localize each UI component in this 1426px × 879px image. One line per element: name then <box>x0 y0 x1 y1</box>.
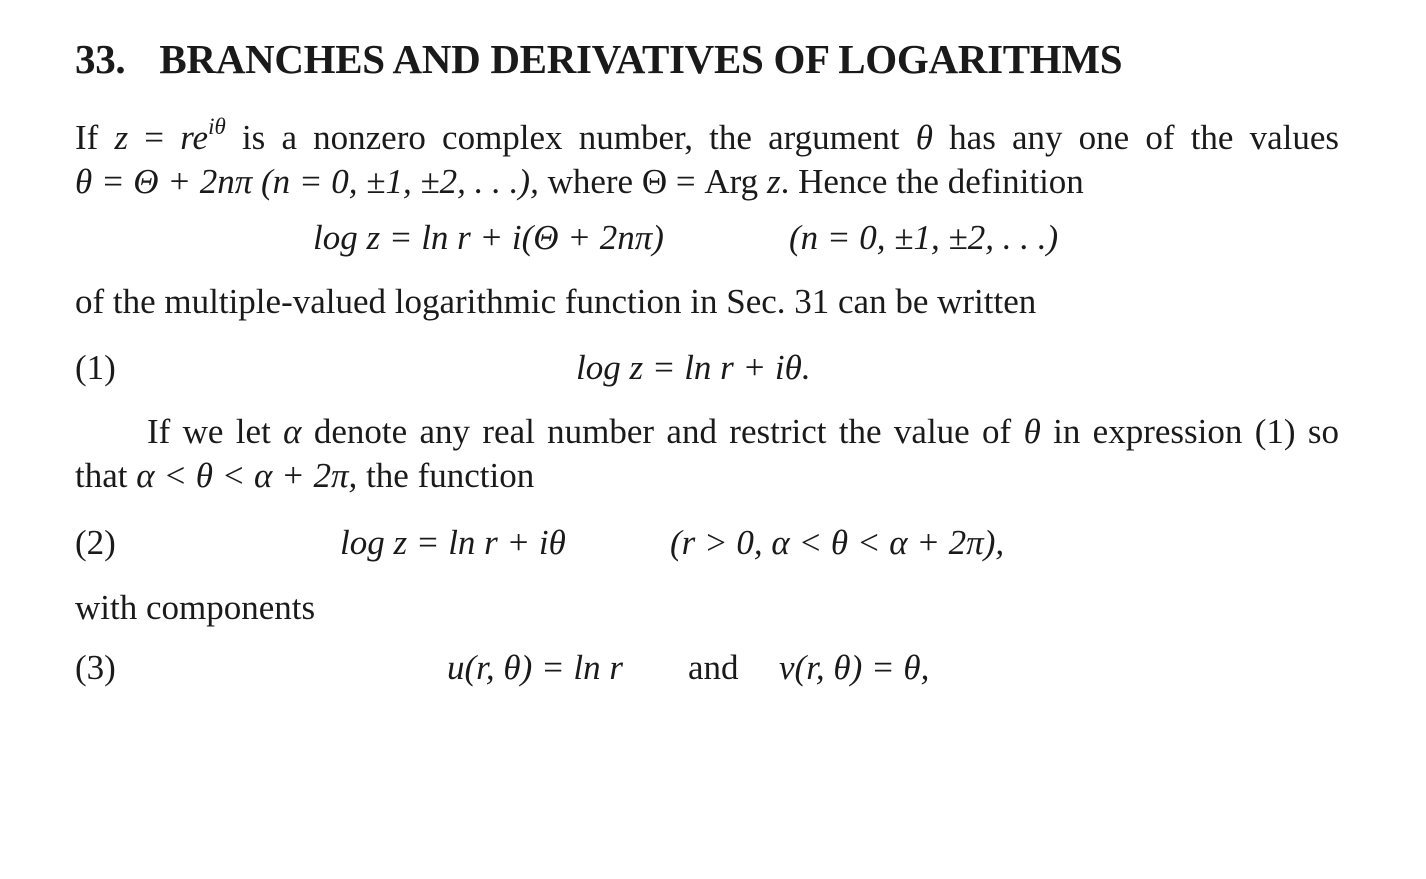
paragraph-1-line-2: θ = Θ + 2nπ (n = 0, ±1, ±2, . . .), where Θ = Arg z. Hence the definition <box>75 162 1084 201</box>
section-number: 33. <box>75 36 126 82</box>
paragraph-1 <box>75 105 1339 204</box>
paragraph-2-line-1: If we let α denote any real number and restrict the value of θ in expression (1) so <box>147 412 1339 451</box>
equation-1-label: (1) <box>75 348 116 387</box>
equation-1-body: log z = ln r + iθ. <box>576 348 811 387</box>
equation-2-label: (2) <box>75 523 116 562</box>
display-equation-condition: (n = 0, ±1, ±2, . . .) <box>789 218 1059 257</box>
equation-2-condition: (r > 0, α < θ < α + 2π), <box>670 523 1005 562</box>
exponent: iθ <box>208 114 226 139</box>
paragraph-2 <box>75 410 1339 498</box>
equation-2-body: log z = ln r + iθ <box>340 523 566 562</box>
section-title: BRANCHES AND DERIVATIVES OF LOGARITHMS <box>159 36 1123 82</box>
paragraph-2-line-2: that α < θ < α + 2π, the function <box>75 456 535 495</box>
equation-3-right: v(r, θ) = θ, <box>779 648 930 687</box>
equation-3-label: (3) <box>75 648 116 687</box>
text-with-components: with components <box>75 588 316 627</box>
equation-3-and: and <box>688 648 739 687</box>
equation-3-left: u(r, θ) = ln r <box>447 648 623 687</box>
display-equation-log-definition: log z = ln r + i(Θ + 2nπ) <box>313 218 664 257</box>
text-multiple-valued: of the multiple-valued logarithmic function in Sec. 31 can be written <box>75 282 1037 321</box>
paragraph-1-line-1: If $z = re^{i\theta}$ is a nonzero complex number, the argument θ has any one of the values <box>75 114 1340 157</box>
section-heading <box>75 34 1122 84</box>
